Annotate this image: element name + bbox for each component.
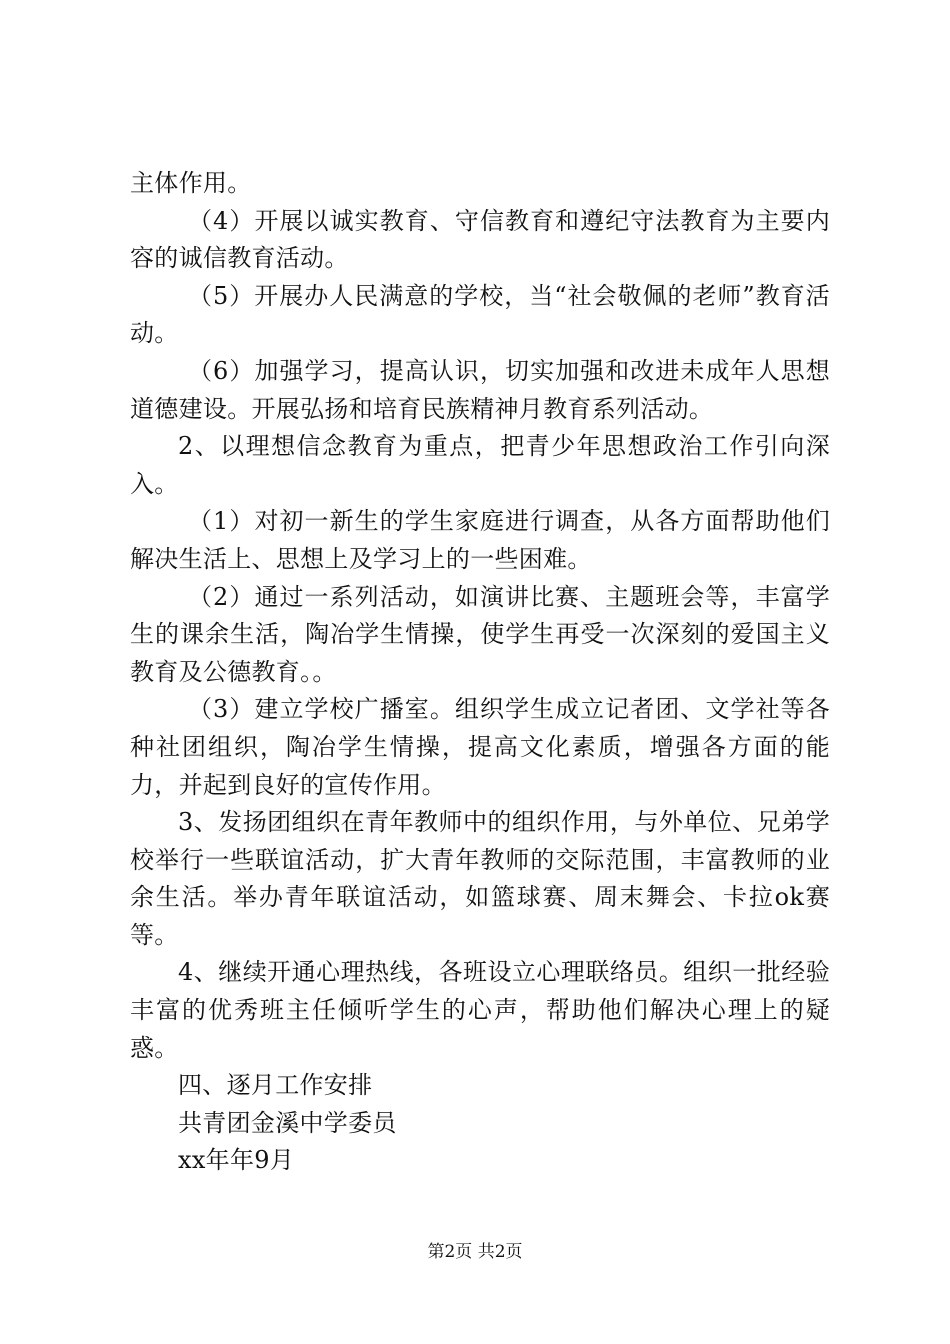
signature-organization: 共青团金溪中学委员	[178, 1108, 397, 1137]
paragraph-continuation: 主体作用。	[130, 169, 252, 197]
section-heading-monthly-plan: 四、逐月工作安排	[178, 1071, 373, 1100]
paragraph-item-6: （6）加强学习，提高认识，切实加强和改进未成年人思想道德建设。开展弘扬和培育民族精神月教育系列活动。	[130, 356, 830, 423]
paragraph-item-1: （1）对初一新生的学生家庭进行调查，从各方面帮助他们解决生活上、思想上及学习上的一些困难。	[130, 507, 830, 573]
paragraph-section-2: 2、以理想信念教育为重点，把青少年思想政治工作引向深入。	[130, 432, 830, 498]
paragraph-item-5: （5）开展办人民满意的学校，当“社会敬佩的老师”教育活动。	[130, 281, 830, 348]
signature-date: xx年年9月	[178, 1146, 295, 1175]
paragraph-item-3: （3）建立学校广播室。组织学生成立记者团、文学社等各种社团组织，陶冶学生情操，提高文化素质，增强各方面的能力，并起到良好的宣传作用。	[130, 695, 830, 799]
paragraph-section-3: 3、发扬团组织在青年教师中的组织作用，与外单位、兄弟学校举行一些联谊活动，扩大青年教师的交际范围，丰富教师的业余生活。举办青年联谊活动，如篮球赛、周末舞会、卡拉ok赛等。	[130, 808, 830, 949]
paragraph-item-2: （2）通过一系列活动，如演讲比赛、主题班会等，丰富学生的课余生活，陶冶学生情操，使学生再受一次深刻的爱国主义教育及公德教育。。	[130, 582, 830, 686]
paragraph-section-4: 4、继续开通心理热线，各班设立心理联络员。组织一批经验丰富的优秀班主任倾听学生的心声，帮助他们解决心理上的疑惑。	[130, 958, 830, 1062]
page-number-footer: 第2页 共2页	[427, 1242, 523, 1262]
paragraph-item-4: （4）开展以诚实教育、守信教育和遵纪守法教育为主要内容的诚信教育活动。	[130, 206, 830, 273]
document-body	[130, 165, 830, 1180]
